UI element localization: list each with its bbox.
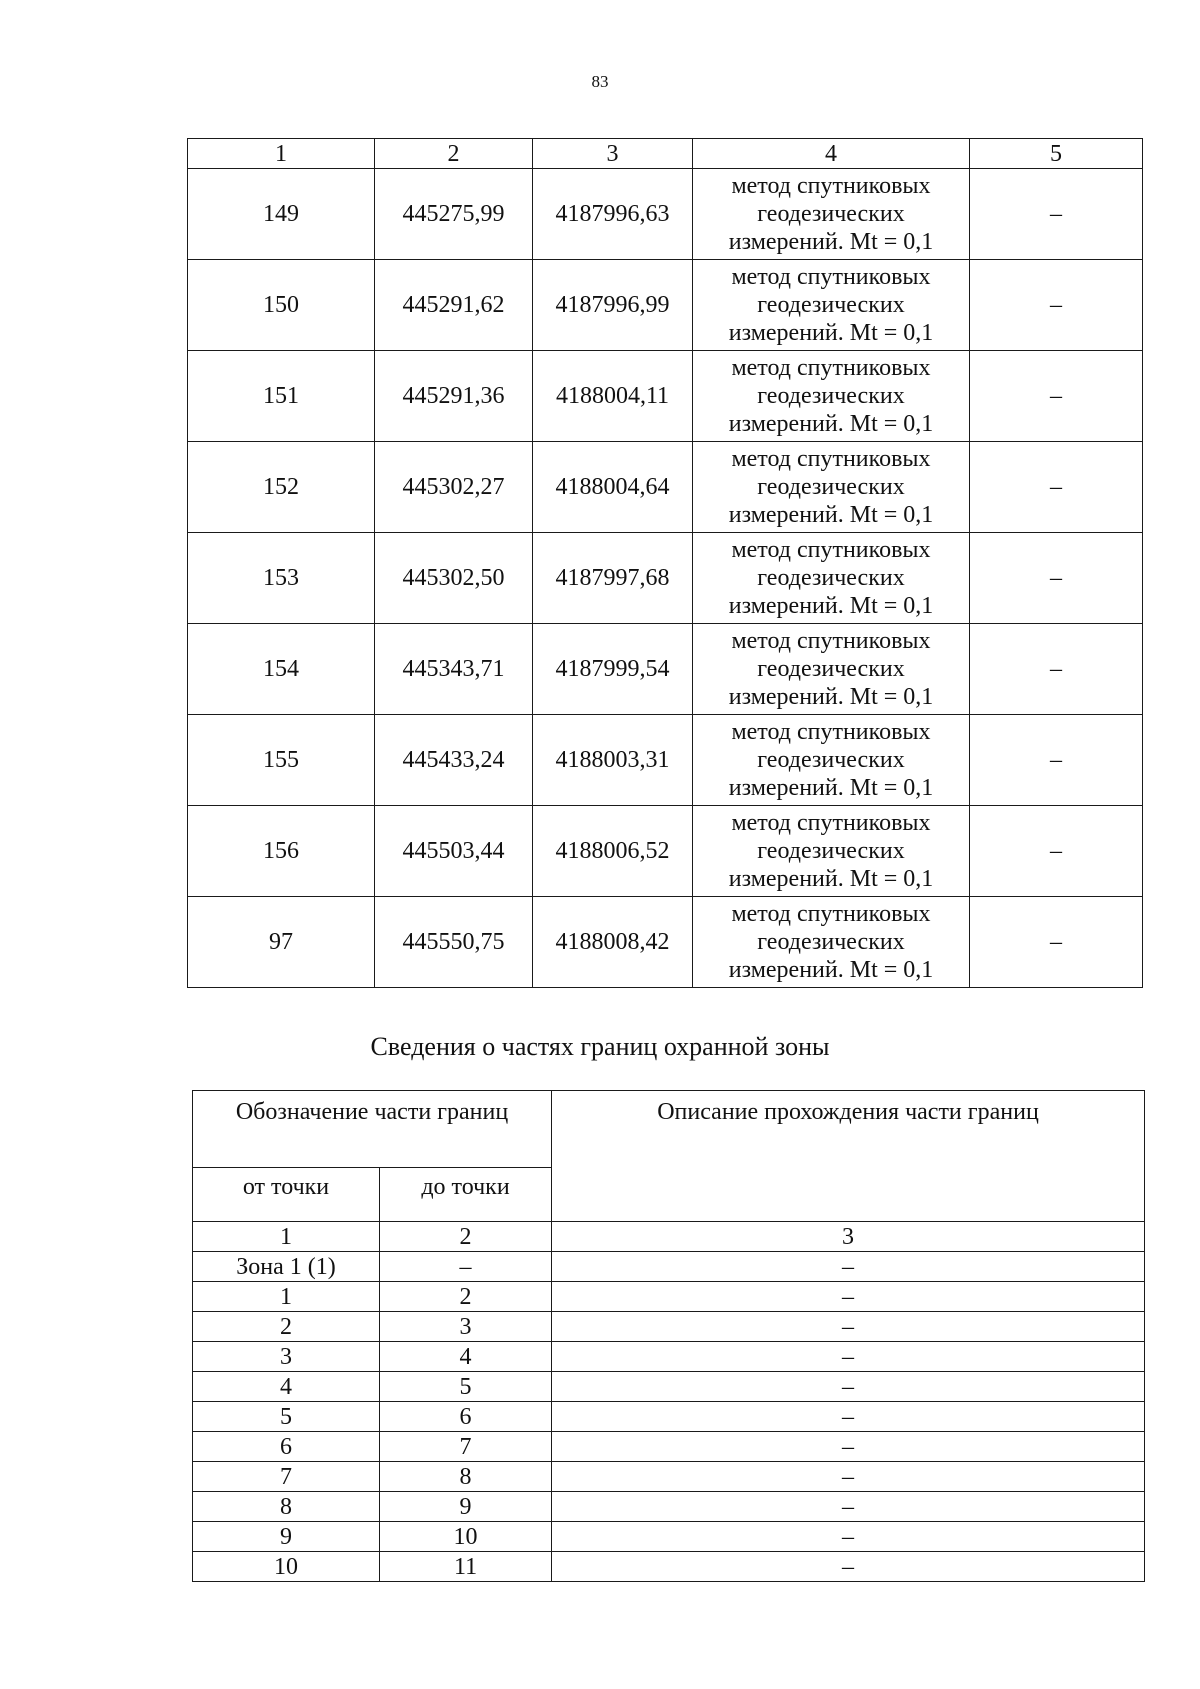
column-number-header: 2 — [375, 139, 533, 169]
table-row — [188, 169, 1143, 260]
note: – — [970, 897, 1143, 988]
from-point: 7 — [193, 1462, 380, 1492]
point-number: 154 — [188, 624, 375, 715]
note: – — [970, 169, 1143, 260]
column-number-header: 3 — [552, 1222, 1145, 1252]
table-row — [193, 1282, 1145, 1312]
part-description: – — [552, 1282, 1145, 1312]
table-row — [193, 1312, 1145, 1342]
from-point: 4 — [193, 1372, 380, 1402]
to-point: 3 — [380, 1312, 552, 1342]
parts-column-numbers-row — [193, 1222, 1145, 1252]
table-row — [188, 351, 1143, 442]
coordinate-y: 4187996,63 — [533, 169, 693, 260]
point-number: 155 — [188, 715, 375, 806]
point-number: 151 — [188, 351, 375, 442]
coordinate-y: 4188004,11 — [533, 351, 693, 442]
part-description: – — [552, 1522, 1145, 1552]
table-row — [193, 1252, 1145, 1282]
column-number-header: 5 — [970, 139, 1143, 169]
method-description: метод спутниковых геодезических измерений. Mt = 0,1 — [693, 624, 970, 715]
part-description: – — [552, 1252, 1145, 1282]
method-description: метод спутниковых геодезических измерений. Mt = 0,1 — [693, 351, 970, 442]
to-point: 10 — [380, 1522, 552, 1552]
table-row — [188, 624, 1143, 715]
coordinate-x: 445302,50 — [375, 533, 533, 624]
to-point: 8 — [380, 1462, 552, 1492]
boundary-parts-table — [192, 1090, 1145, 1582]
part-description: – — [552, 1402, 1145, 1432]
table-row — [193, 1372, 1145, 1402]
coordinate-x: 445550,75 — [375, 897, 533, 988]
designation-header: Обозначение части границ — [193, 1091, 552, 1168]
table-row — [188, 533, 1143, 624]
method-description: метод спутниковых геодезических измерений. Mt = 0,1 — [693, 715, 970, 806]
to-point: 4 — [380, 1342, 552, 1372]
method-description: метод спутниковых геодезических измерений. Mt = 0,1 — [693, 533, 970, 624]
from-point: 1 — [193, 1282, 380, 1312]
to-point: 11 — [380, 1552, 552, 1582]
to-point: 5 — [380, 1372, 552, 1402]
to-point: 6 — [380, 1402, 552, 1432]
column-number-header: 1 — [188, 139, 375, 169]
column-number-header: 4 — [693, 139, 970, 169]
method-description: метод спутниковых геодезических измерений. Mt = 0,1 — [693, 442, 970, 533]
table-row — [188, 897, 1143, 988]
coordinates-table — [187, 138, 1143, 988]
table-row — [193, 1492, 1145, 1522]
column-number-header: 2 — [380, 1222, 552, 1252]
coordinate-y: 4187996,99 — [533, 260, 693, 351]
coordinate-y: 4188003,31 — [533, 715, 693, 806]
part-description: – — [552, 1492, 1145, 1522]
column-number-header: 3 — [533, 139, 693, 169]
coordinate-y: 4187999,54 — [533, 624, 693, 715]
coordinate-x: 445433,24 — [375, 715, 533, 806]
from-point: 8 — [193, 1492, 380, 1522]
part-description: – — [552, 1432, 1145, 1462]
to-point: 9 — [380, 1492, 552, 1522]
coordinate-y: 4188004,64 — [533, 442, 693, 533]
description-header: Описание прохождения части границ — [552, 1091, 1145, 1222]
coordinate-x: 445503,44 — [375, 806, 533, 897]
from-point: 6 — [193, 1432, 380, 1462]
section-title: Сведения о частях границ охранной зоны — [370, 1032, 830, 1061]
point-number: 156 — [188, 806, 375, 897]
point-number: 150 — [188, 260, 375, 351]
coordinate-x: 445291,62 — [375, 260, 533, 351]
part-description: – — [552, 1552, 1145, 1582]
table-row — [193, 1552, 1145, 1582]
coordinate-x: 445302,27 — [375, 442, 533, 533]
page-number: 83 — [591, 72, 609, 91]
coordinates-header-row — [188, 139, 1143, 169]
coordinate-y: 4188006,52 — [533, 806, 693, 897]
note: – — [970, 533, 1143, 624]
column-number-header: 1 — [193, 1222, 380, 1252]
coordinate-x: 445291,36 — [375, 351, 533, 442]
note: – — [970, 260, 1143, 351]
method-description: метод спутниковых геодезических измерений. Mt = 0,1 — [693, 260, 970, 351]
from-point: 5 — [193, 1402, 380, 1432]
note: – — [970, 442, 1143, 533]
to-point: 7 — [380, 1432, 552, 1462]
note: – — [970, 715, 1143, 806]
from-point: Зона 1 (1) — [193, 1252, 380, 1282]
point-number: 153 — [188, 533, 375, 624]
table-row — [193, 1462, 1145, 1492]
table-row — [188, 806, 1143, 897]
table-row — [188, 442, 1143, 533]
note: – — [970, 624, 1143, 715]
method-description: метод спутниковых геодезических измерений. Mt = 0,1 — [693, 897, 970, 988]
parts-header-row — [193, 1091, 1145, 1168]
point-number: 149 — [188, 169, 375, 260]
to-point-header: до точки — [380, 1168, 552, 1222]
from-point-header: от точки — [193, 1168, 380, 1222]
from-point: 2 — [193, 1312, 380, 1342]
from-point: 3 — [193, 1342, 380, 1372]
table-row — [188, 260, 1143, 351]
part-description: – — [552, 1312, 1145, 1342]
note: – — [970, 351, 1143, 442]
point-number: 97 — [188, 897, 375, 988]
from-point: 10 — [193, 1552, 380, 1582]
part-description: – — [552, 1372, 1145, 1402]
table-row — [193, 1342, 1145, 1372]
table-row — [193, 1402, 1145, 1432]
coordinate-x: 445275,99 — [375, 169, 533, 260]
method-description: метод спутниковых геодезических измерений. Mt = 0,1 — [693, 806, 970, 897]
method-description: метод спутниковых геодезических измерений. Mt = 0,1 — [693, 169, 970, 260]
point-number: 152 — [188, 442, 375, 533]
note: – — [970, 806, 1143, 897]
table-row — [193, 1522, 1145, 1552]
coordinate-y: 4188008,42 — [533, 897, 693, 988]
to-point: 2 — [380, 1282, 552, 1312]
coordinate-x: 445343,71 — [375, 624, 533, 715]
to-point: – — [380, 1252, 552, 1282]
coordinate-y: 4187997,68 — [533, 533, 693, 624]
table-row — [188, 715, 1143, 806]
part-description: – — [552, 1462, 1145, 1492]
part-description: – — [552, 1342, 1145, 1372]
table-row — [193, 1432, 1145, 1462]
from-point: 9 — [193, 1522, 380, 1552]
